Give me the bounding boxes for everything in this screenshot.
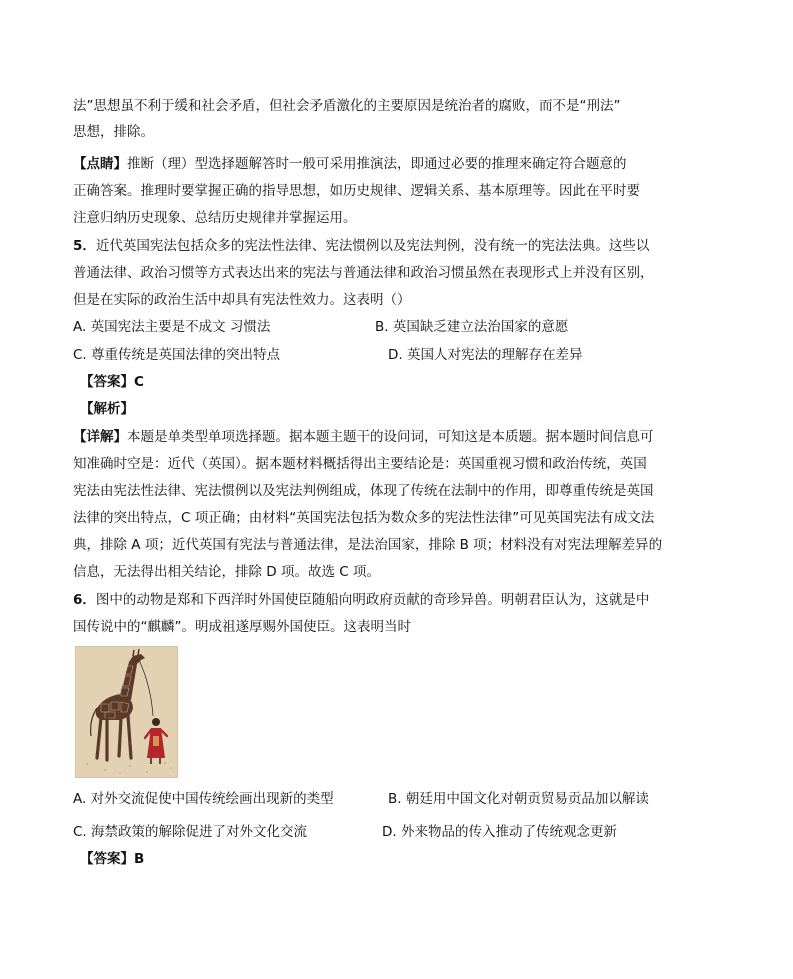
- q6-stem-line: [73, 590, 649, 610]
- text-line: 法律的突出特点，C 项正确；由材料“英国宪法包括为数众多的宪法性法律”可见英国宪法有成文法: [73, 510, 655, 526]
- q6-option-d: D. 外来物品的传入推动了传统观念更新: [382, 824, 617, 840]
- q5-answer: [80, 372, 144, 392]
- q5-option-c: C. 尊重传统是英国法律的突出特点: [73, 347, 281, 363]
- tip-tag: 【点睛】: [73, 156, 127, 172]
- text-line: 信息，无法得出相关结论，排除 D 项。故选 C 项。: [73, 564, 380, 580]
- text-line: 法”思想虽不利于缓和社会矛盾，但社会矛盾激化的主要原因是统治者的腐败，而不是“刑法”: [73, 98, 621, 114]
- q6-option-c: C. 海禁政策的解除促进了对外文化交流: [73, 824, 308, 840]
- q6-option-a: A. 对外交流促使中国传统绘画出现新的类型: [73, 791, 334, 807]
- text-line: 思想，排除。: [73, 124, 154, 140]
- q5-number: 5．: [73, 238, 96, 254]
- text-line: 正确答案。推理时要掌握正确的指导思想，如历史规律、逻辑关系、基本原理等。因此在平时要: [73, 183, 640, 199]
- detail-tag: 【详解】: [73, 429, 127, 445]
- q6-stem-text: 图中的动物是郑和下西洋时外国使臣随船向明政府贡献的奇珍异兽。明朝君臣认为，这就是中: [95, 592, 650, 608]
- q5-option-d: D. 英国人对宪法的理解存在差异: [388, 347, 583, 363]
- q5-option-b: B. 英国缺乏建立法治国家的意愿: [375, 319, 569, 335]
- q6-number: 6．: [73, 592, 96, 608]
- text-line: 国传说中的“麒麟”。明成祖遂厚赐外国使臣。这表明当时: [73, 619, 411, 635]
- q6-option-b: B. 朝廷用中国文化对朝贡贸易贡品加以解读: [388, 791, 649, 807]
- answer-tag: 【答案】: [80, 851, 134, 867]
- detail-text: 本题是单类型单项选择题。据本题主题干的设问词，可知这是本质题。据本题时间信息可: [127, 429, 654, 445]
- text-line: 但是在实际的政治生活中却具有宪法性效力。这表明（）: [73, 292, 411, 308]
- giraffe-painting: [75, 646, 178, 778]
- answer-tag: 【答案】: [80, 374, 134, 390]
- q5-stem-line: [73, 236, 649, 256]
- answer-value: B: [134, 851, 145, 867]
- q5-option-a: A. 英国宪法主要是不成文 习惯法: [73, 319, 271, 335]
- q5-analysis-heading: [80, 399, 134, 419]
- text-line: 知准确时空是：近代（英国）。据本题材料概括得出主要结论是：英国重视习惯和政治传统，英国: [73, 456, 647, 472]
- answer-value: C: [134, 374, 144, 390]
- tip-text: 推断（理）型选择题解答时一般可采用推演法，即通过必要的推理来确定符合题意的: [127, 156, 627, 172]
- q5-detail-line: [73, 427, 654, 447]
- text-line: 注意归纳历史现象、总结历史规律并掌握运用。: [73, 210, 357, 226]
- q6-answer: [80, 849, 144, 869]
- text-line: 典，排除 A 项；近代英国有宪法与普通法律，是法治国家，排除 B 项；材料没有对宪法理解差异的: [73, 537, 663, 553]
- text-line: 普通法律、政治习惯等方式表达出来的宪法与普通法律和政治习惯虽然在表现形式上并没有区别，: [73, 265, 654, 281]
- text-line: 宪法由宪法性法律、宪法惯例以及宪法判例组成，体现了传统在法制中的作用，即尊重传统是英国: [73, 483, 654, 499]
- q5-stem-text: 近代英国宪法包括众多的宪法性法律、宪法惯例以及宪法判例，没有统一的宪法法典。这些以: [95, 238, 650, 254]
- analysis-tag: 【解析】: [80, 401, 134, 417]
- tip-line: [73, 154, 627, 174]
